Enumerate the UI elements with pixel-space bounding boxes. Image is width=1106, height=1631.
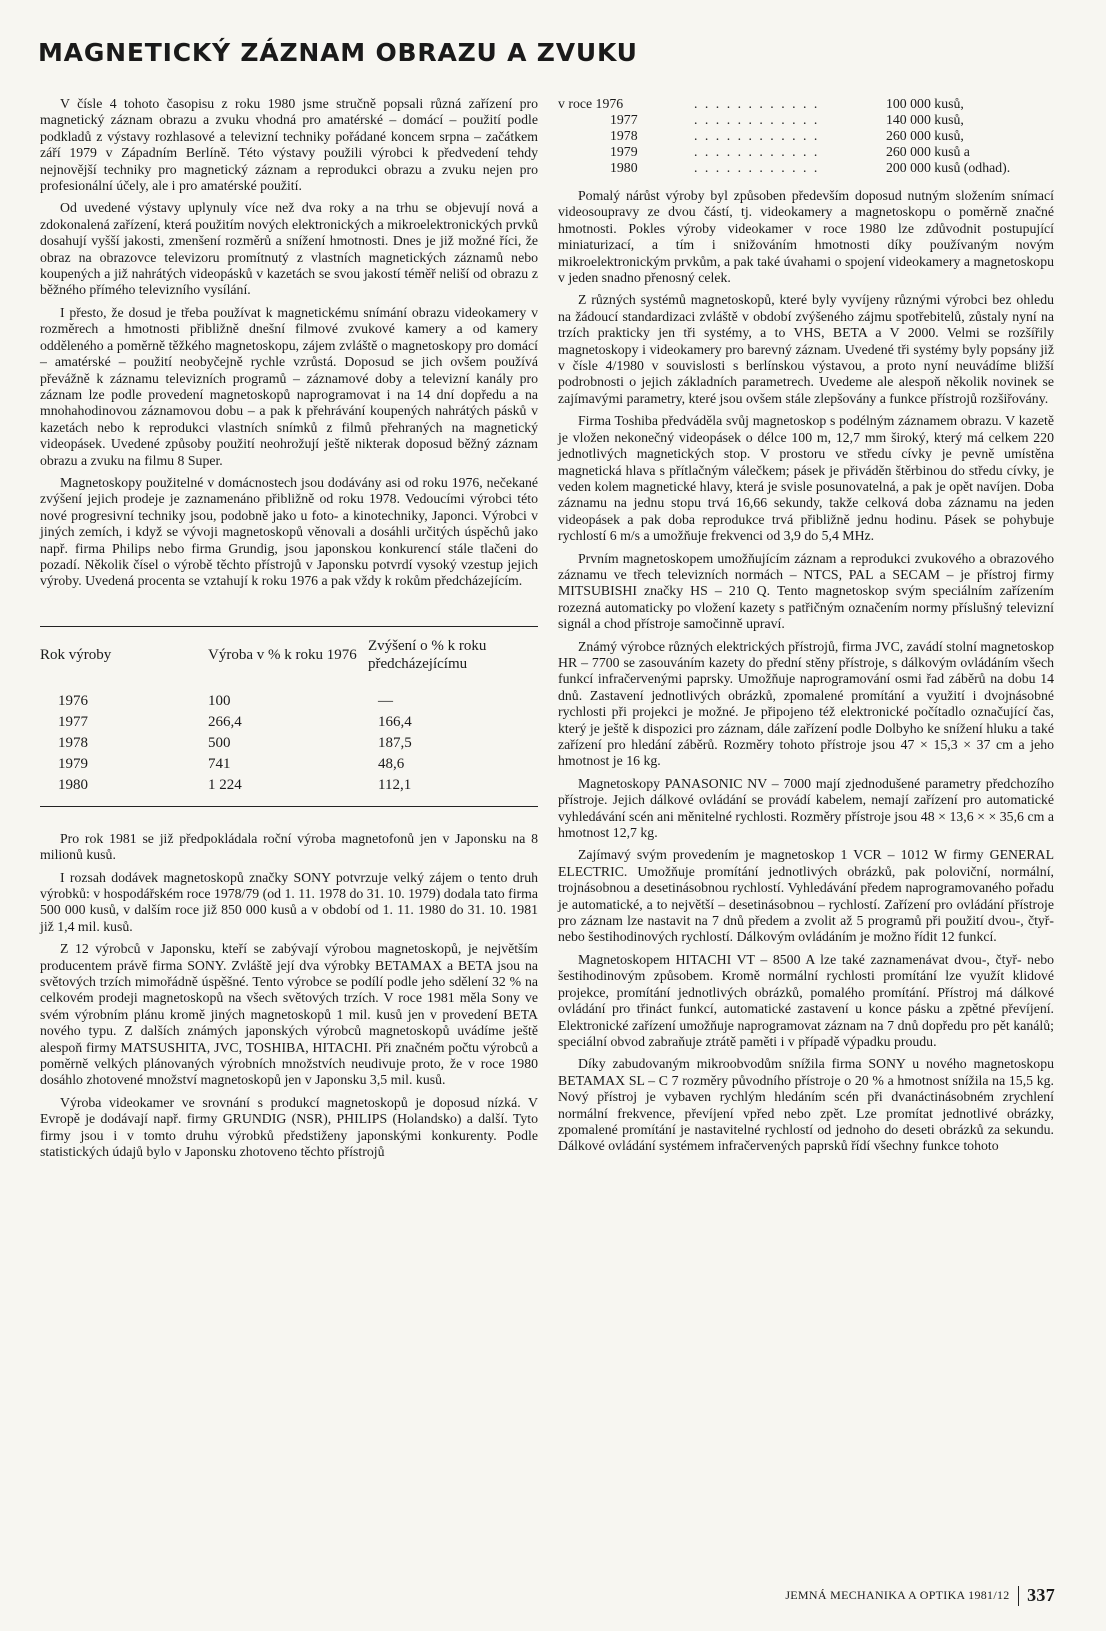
list-year: 1978 <box>610 128 638 143</box>
table-row <box>40 775 538 796</box>
paragraph: Magnetoskopem HITACHI VT – 8500 A lze také zaznamenávat dvou-, čtyř- nebo šestihodinovým způsobem. Kromě normální rychlosti promítání lze využít klidové projekce, promítání jednotlivých obrázků, pomalého promítání. Přístroj má dálkové ovládání pro třináct funkcí, automatické zastavení u konce pásku a zpětné převíjení. Elektronické zařízení umožňuje naprogramovat záznam na 7 dnů dopředu pro pět kanálů; speciální obvod zabraňuje ztrátě paměti i v případě výpadku proudu. <box>558 951 1054 1049</box>
table-row <box>40 733 538 754</box>
dot-leader: . . . . . . . . . . . . <box>694 144 820 159</box>
cell-year: 1977 <box>58 713 88 730</box>
header-increase: Zvýšení o % k roku předcházejícímu <box>368 637 487 672</box>
cell-year: 1978 <box>58 734 88 751</box>
list-value: 140 000 kusů, <box>886 112 964 127</box>
article-title: MAGNETICKÝ ZÁZNAM OBRAZU A ZVUKU <box>38 38 638 67</box>
cell-year: 1980 <box>58 776 88 793</box>
paragraph: Magnetoskopy použitelné v domácnostech jsou dodávány asi od roku 1976, nečekané zvýšení jejich prodeje je zaznamenáno přibližně od roku 1978. Vedoucími výrobci této nové progresivní techniky jsou, podobně jako u foto- a kinotechniky, Japonci. Výrobci v jiných zemích, i když se vývoji magnetoskopů věnovali a dosáhli určitých úspěchů jako např. firma Philips nebo firma Grundig, jsou japonskou konkurencí stále tlačeni do pozadí. Několik čísel o výrobě těchto přístrojů v Japonsku potvrdí vysoký vzestup jejich výroby. Uvedená procenta se vztahují k roku 1976 a pak vždy k rokům předcházejícím. <box>40 474 538 589</box>
list-item <box>558 112 1010 128</box>
journal-name: JEMNÁ MECHANIKA A OPTIKA 1981/12 <box>785 1588 1010 1602</box>
left-column <box>40 96 538 1167</box>
cell-increase: 48,6 <box>378 755 405 772</box>
paragraph: Magnetoskopy PANASONIC NV – 7000 mají zjednodušené parametry předchozího přístroje. Jejich dálkové ovládání se provádí kabelem, nemají zařízení pro automatické vyhledávání scén ani měnitelné rychlosti. Rozměry přístroje jsou 48 × 13,6 × × 35,6 cm a hmotnost 12,7 kg. <box>558 775 1054 841</box>
cell-production: 741 <box>208 755 231 772</box>
paragraph: Výroba videokamer ve srovnání s produkcí magnetoskopů je doposud nízká. V Evropě je dodávají např. firmy GRUNDIG (NSR), PHILIPS (Holandsko) a další. Tyto firmy jsou i v tomto druhu výrobků předstiženy japonskými konkurenty. Podle statistických údajů bylo v Japonsku zhotoveno těchto přístrojů <box>40 1094 538 1160</box>
list-year: 1979 <box>610 144 638 159</box>
list-value: 200 000 kusů (odhad). <box>886 160 1011 175</box>
list-value: 260 000 kusů a <box>886 144 970 159</box>
paragraph: V čísle 4 tohoto časopisu z roku 1980 jsme stručně popsali různá zařízení pro magnetický záznam obrazu a zvuku vhodná pro amatérské – domácí – použití podle podkladů z výstavy rozhlasové a televizní techniky pořádané koncem srpna – začátkem září 1979 v Západním Berlíně. Této výstavy použili výrobci k předvedení tehdy nejnovější techniky pro magnetický záznam a reprodukci obrazu a zvuku nejen pro profesionální účely, ale i pro amatérské použití. <box>40 96 538 194</box>
paragraph: I rozsah dodávek magnetoskopů značky SONY potvrzuje velký zájem o tento druh výrobků: v hospodářském roce 1978/79 (od 1. 11. 1978 do 31. 10. 1979) dodala tato firma 500 000 kusů, v dalším roce již 850 000 kusů a v období od 1. 11. 1980 do 31. 10. 1981 již 1,4 mil. kusů. <box>40 869 539 934</box>
table-row <box>40 691 538 712</box>
paragraph: I přesto, že dosud je třeba používat k magnetickému snímání obrazu videokamery v rozměrech a hmotnosti přibližně dnešní filmové zvukové kamery a od kamery odděleného a poměrně těžkého magnetoskopu, zájem zvláště o magnetoskopy pro domácí – amatérské – použití neobyčejně rychle vzrůstá. Doposud se jich ovšem používá převážně k záznamu televizních programů – záznamové doby a televizní kanály pro záznam lze podle provedení magnetoskopů naprogramovat i na 14 dní dopředu a na mnohahodinovou záznamovou dobu – a pak k přehrávání koupených nahrátých pásků v kazetách nebo k reprodukci vlastních snímků z filmů přehraných na magnetický videopásek. Uvedené způsoby použití neohrožují ještě nikterak doposud běžný záznam obrazu a zvuku na filmu 8 Super. <box>40 304 538 468</box>
list-year: 1980 <box>610 160 638 175</box>
cell-increase: 112,1 <box>378 776 412 793</box>
paragraph: Známý výrobce různých elektrických přístrojů, firma JVC, zavádí stolní magnetoskop HR – 7700 se zasouváním kazety do přední stěny přístroje, s dálkovým ovládáním všech funkcí infračervenými paprsky. Umožňuje naprogramování osmi řad záběrů na dobu 14 dnů. Zastavení jednotlivých obrázků, zpomalené promítání a využití i dvojnásobné rychlosti při projekci je možné. Je připojeno též elektronické počítadlo označující čas, který je ještě k dispozici pro záznam, dále zařízení podle Dolbyho ke snížení hluku a také zařízení pro hledání záběrů. Rozměry tohoto přístroje jsou 47 × 15,3 × 37 cm a jeho hmotnost je 16 kg. <box>558 638 1054 769</box>
dot-leader: . . . . . . . . . . . . <box>694 112 820 127</box>
paragraph: Pomalý nárůst výroby byl způsoben především doposud nutným složením snímací videosoupravy ze dvou částí, tj. videokamery a magnetoskopu o poměrně značné hmotnosti. Pokles výroby videokamer v roce 1980 lze zdůvodnit postupující miniaturizací, a tím i snižováním hmotnosti díky používaným novým mikroelektronickým prvkům, a pak také úvahami o spojení videokamery a magnetoskopu v jeden snadno přenosný celek. <box>558 188 1054 286</box>
cell-production: 100 <box>208 692 231 709</box>
paragraph: Pro rok 1981 se již předpokládala roční výroba magnetofonů jen v Japonsku na 8 milionů kusů. <box>40 830 538 863</box>
list-prefix: v roce <box>558 96 593 111</box>
paragraph: Od uvedené výstavy uplynuly více než dva roky a na trhu se objevují nová a zdokonalená zařízení, která použitím nových elektronických a mikroelektronických prvků dosahují vyšší jakosti, zmenšení rozměrů a snížení hmotnosti. Dnes je již možné říci, že obraz na obrazovce televizoru promítnutý z vlastních magnetických záznamů nebo koupených a již nahrátých videopásků v kazetách se svou jakostí téměř neliší od obrazu z běžného přímého televizního vysílání. <box>40 200 538 298</box>
list-item <box>558 128 1010 144</box>
cell-increase: 166,4 <box>378 713 412 730</box>
cell-increase: 187,5 <box>378 734 412 751</box>
cell-year: 1976 <box>58 692 88 709</box>
table-row <box>40 754 538 775</box>
cell-production: 1 224 <box>208 776 242 793</box>
page-number: 337 <box>1027 1585 1055 1605</box>
header-year: Rok výroby <box>40 646 112 663</box>
paragraph: Díky zabudovaným mikroobvodům snížila firma SONY u nového magnetoskopu BETAMAX SL – C 7 rozměry původního přístroje o 20 % a hmotnost snížila na 15,5 kg. Nový přístroj je vybaven rychlým hledáním scén při dvanáctinásobném zrychlení normální frekvence, převíjení vpřed nebo zpět. Lze promítat jednotlivé obrázky, zpomalené promítání je nastavitelné rychlostí od jednoho do deseti obrázků za sekundu. Dálkové ovládání systémem infračervených paprsků řídí všechny funkce tohoto <box>558 1056 1054 1154</box>
header-production: Výroba v % k roku 1976 <box>208 646 357 663</box>
paragraph: Z různých systémů magnetoskopů, které byly vyvíjeny různými výrobci bez ohledu na žádoucí standardizaci zvláště v období zvýšeného zájmu spotřebitelů, zůstaly nyní na trzích prakticky jen tři systémy, a to VHS, BETA a V 2000. Velmi se rozšířily magnetoskopy i videokamery pro barevný záznam. Uvedené tři systémy byly popsány již v čísle 4/1980 v souvislosti s berlínskou výstavou, a proto nyní neuvádíme bližší podrobnosti o jejich základních parametrech. Uvedeme ale alespoň několik novinek se zajímavými parametry, které jsou ovšem stále zlepšovány a funkce přístrojů rozšiřovány. <box>558 292 1054 406</box>
list-value: 260 000 kusů, <box>886 128 964 143</box>
paragraph: Zajímavý svým provedením je magnetoskop 1 VCR – 1012 W firmy GENERAL ELECTRIC. Umožňuje promítání jednotlivých obrázků, pak poloviční, normální, trojnásobnou a desetinásobnou rychlostí. Vyhledávání předem naprogramovaného pořadu je automatické, a to největší – desetinásobnou – rychlostí. Zařízení pro ovládání přístroje pro záznam lze nastavit na 7 dnů předem a zvolit až 5 programů při použití dvou-, čtyř- nebo šestihodinových rychlostí. Dálkovým ovládáním je možno řídit 12 funkcí. <box>558 847 1054 945</box>
production-table <box>40 633 538 796</box>
page-footer <box>735 1585 1055 1606</box>
table-row <box>40 712 538 733</box>
list-item <box>558 160 1010 176</box>
production-table-block <box>40 626 538 807</box>
paragraph: Z 12 výrobců v Japonsku, kteří se zabývají výrobou magnetoskopů, je největším producentem právě firma SONY. Zvláště její dva výrobky BETAMAX a BETA jsou na světových trzích mimořádně úspěšné. Tento výrobce se podílí podle jeho sdělení 32 % na celkovém prodeji magnetoskopů na všech světových trzích. V roce 1981 měla Sony ve svém výrobním plánu kromě jiných magnetoskopů 1 mil. kusů jen v provedení BETA nového typu. Z dalších známých japonských výrobců magnetoskopů uvádíme ještě alespoň firmy MATSUSHITA, JVC, TOSHIBA, HITACHI. Při značném počtu výrobců a poměrně velkých plánovaných výrobních množstvích neudivuje proto, že v roce 1980 dosáhlo zhotovené množství magnetoskopů jen v Japonsku 3,5 mil. kusů. <box>40 941 538 1088</box>
list-item <box>558 144 1010 160</box>
right-column <box>558 96 1054 1161</box>
table-header-row <box>40 633 538 691</box>
list-value: 100 000 kusů, <box>886 96 964 111</box>
paragraph: Prvním magnetoskopem umožňujícím záznam a reprodukci zvukového a obrazového záznamu ve třech televizních normách – NTCS, PAL a SECAM – je přístroj firmy MITSUBISHI značky HS – 210 Q. Tento magnetoskop svým speciálním zařízením rozezná automaticky po vložení kazety s patřičným označením normy příslušný televizní signál a chod přístroje samočinně upraví. <box>558 550 1054 632</box>
dot-leader: . . . . . . . . . . . . <box>694 160 820 175</box>
cell-increase: — <box>378 692 393 709</box>
cell-production: 500 <box>208 734 231 751</box>
camera-production-list <box>558 96 1010 176</box>
cell-production: 266,4 <box>208 713 242 730</box>
list-year: 1977 <box>610 112 638 127</box>
list-item <box>558 96 1010 112</box>
footer-divider <box>1018 1586 1020 1606</box>
dot-leader: . . . . . . . . . . . . <box>694 128 820 143</box>
list-year: v roce 1976 <box>558 96 624 111</box>
cell-year: 1979 <box>58 755 88 772</box>
paragraph: Firma Toshiba předváděla svůj magnetoskop s podélným záznamem obrazu. V kazetě je vložen nekonečný videopásek o délce 100 m, 12,7 mm široký, který má celkem 220 jednotlivých magnetických stop. V prostoru ve středu cívky je pevně umístěna magnetická hlava s přítlačným válečkem; pásek je přiváděn štěrbinou do středu cívky, je veden kolem magnetické hlavy, která je svisle posunovatelná, a pak je opět navíjen. Doba záznamu na jednu stopu trvá 16,66 sekundy, takže celková doba záznamu na jeden videopásek a pak doba reprodukce trvá přibližně jednu hodinu. Pásek se pohybuje rychlostí 6 m/s a umožňuje frekvenci od 3,9 do 5,4 MHz. <box>558 413 1054 544</box>
dot-leader: . . . . . . . . . . . . <box>694 96 820 111</box>
